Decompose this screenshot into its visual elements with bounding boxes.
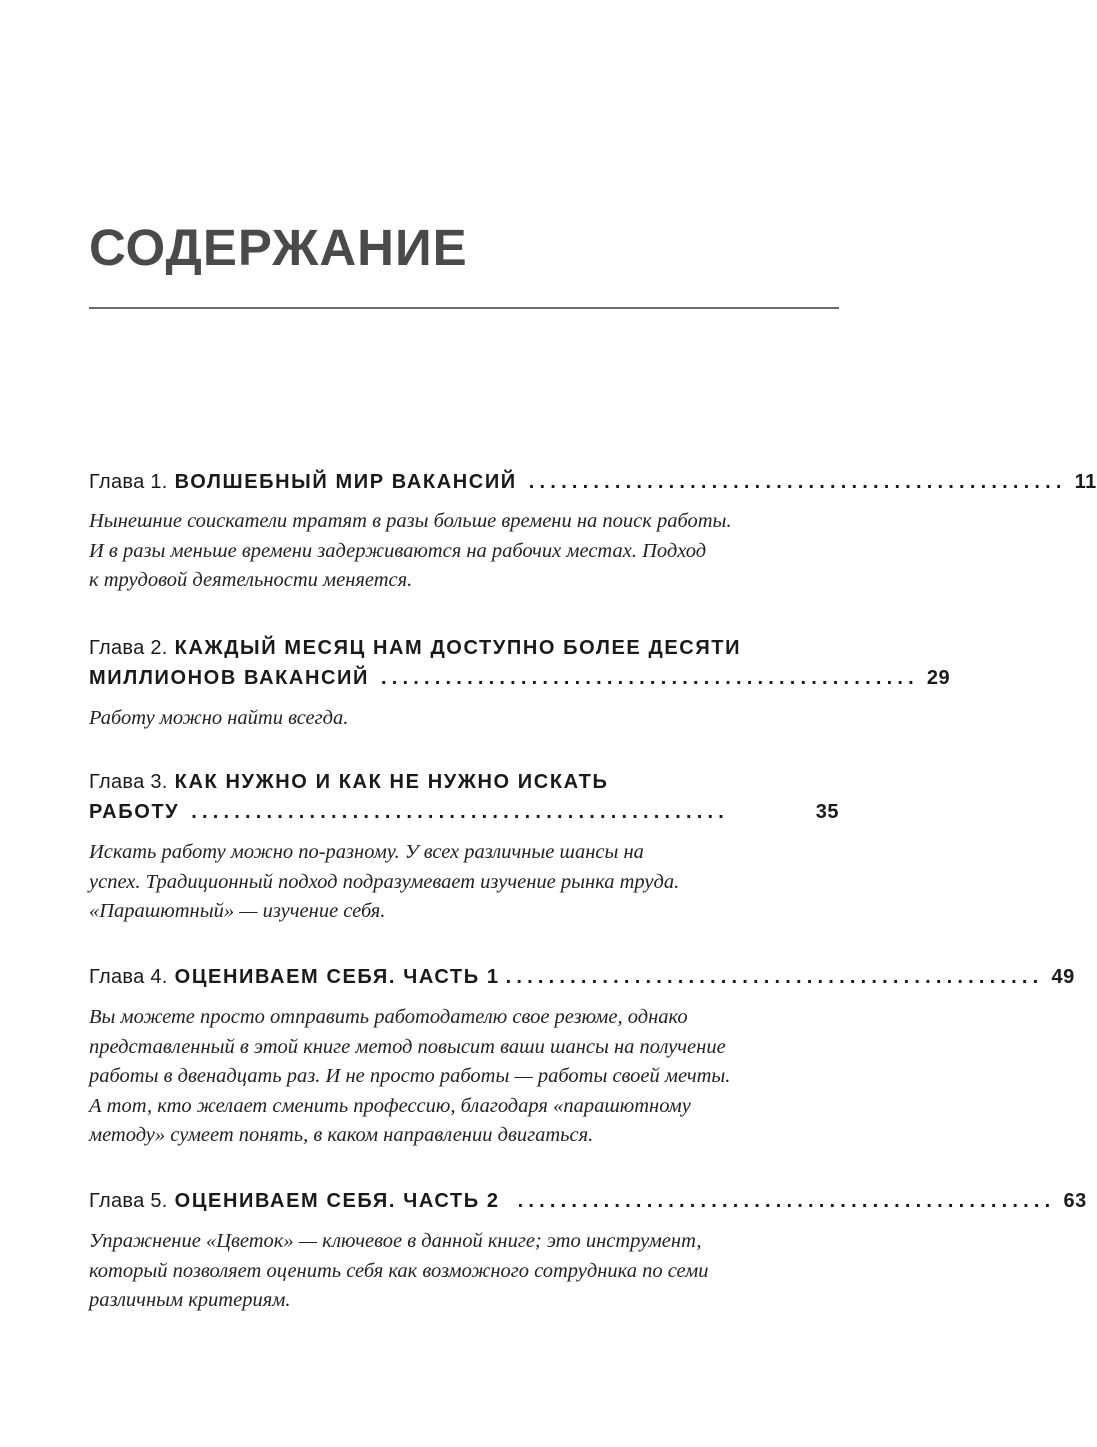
dot-leader: .................................................. xyxy=(517,1190,1056,1212)
chapter-label: Глава 4. xyxy=(89,966,168,988)
chapter-label: Глава 5. xyxy=(89,1190,168,1212)
chapter-title: ОЦЕНИВАЕМ СЕБЯ. ЧАСТЬ 1 xyxy=(174,966,500,988)
chapter-summary: Работу можно найти всегда. xyxy=(89,707,349,729)
chapter-label: Глава 1. xyxy=(89,471,168,493)
chapter-label: Глава 2. xyxy=(89,637,168,659)
title-divider xyxy=(89,307,839,309)
chapter-summary: Упражнение «Цветок» — ключевое в данной книге; это инструмент, который позволяет оценить себя как возможного сотрудника по семи различным критериям. xyxy=(89,1230,709,1311)
chapter-title-continued: МИЛЛИОНОВ ВАКАНСИЙ xyxy=(89,667,370,689)
chapter-heading-line xyxy=(89,467,1097,497)
toc-entry-chapter-3[interactable] xyxy=(89,767,839,927)
page-number: 49 xyxy=(1051,966,1075,988)
page-number: 29 xyxy=(926,667,951,689)
toc-entry-chapter-5[interactable] xyxy=(89,1186,1087,1316)
chapter-summary: Искать работу можно по-разному. У всех различные шансы на успех. Традиционный подход подразумевает изучение рынка труда. «Парашютный» — изучение себя. xyxy=(89,841,680,922)
chapter-heading-line xyxy=(89,797,839,827)
chapter-summary: Вы можете просто отправить работодателю свое резюме, однако представленный в этой книге метод повысит ваши шансы на получение работы в двенадцать раз. И не просто работы — работы своей мечты. А тот, кто желает сменить профессию, благодаря «парашютному методу» сумеет понять, в каком направлении двигаться. xyxy=(89,1006,731,1146)
toc-entry-chapter-1[interactable] xyxy=(89,467,1097,596)
page-number: 35 xyxy=(815,801,839,823)
chapter-heading-line xyxy=(89,1186,1087,1216)
chapter-heading-line xyxy=(89,962,1075,992)
toc-entry-chapter-4[interactable] xyxy=(89,962,1075,1151)
chapter-title: ОЦЕНИВАЕМ СЕБЯ. ЧАСТЬ 2 xyxy=(174,1190,500,1212)
toc-entry-chapter-2[interactable] xyxy=(89,633,951,734)
chapter-title-continued: РАБОТУ xyxy=(89,801,180,823)
chapter-title: КАЖДЫЙ МЕСЯЦ НАМ ДОСТУПНО БОЛЕЕ ДЕСЯТИ xyxy=(174,637,742,659)
page-number: 63 xyxy=(1063,1190,1087,1212)
page-number: 11 xyxy=(1074,471,1097,493)
page-title: СОДЕРЖАНИЕ xyxy=(89,219,468,276)
dot-leader: .................................................. xyxy=(191,801,730,823)
chapter-summary: Нынешние соискатели тратят в разы больше времени на поиск работы. И в разы меньше времени задерживаются на рабочих местах. Подход к трудовой деятельности меняется. xyxy=(89,510,732,591)
chapter-label: Глава 3. xyxy=(89,771,168,793)
chapter-heading-line xyxy=(89,633,839,663)
chapter-title: ВОЛШЕБНЫЙ МИР ВАКАНСИЙ xyxy=(174,471,517,493)
dot-leader: .................................................. xyxy=(381,667,919,689)
chapter-title: КАК НУЖНО И КАК НЕ НУЖНО ИСКАТЬ xyxy=(174,771,609,793)
chapter-heading-line xyxy=(89,663,951,693)
dot-leader: .................................................. xyxy=(528,471,1067,493)
dot-leader: .................................................. xyxy=(505,966,1044,988)
chapter-heading-line xyxy=(89,767,839,797)
